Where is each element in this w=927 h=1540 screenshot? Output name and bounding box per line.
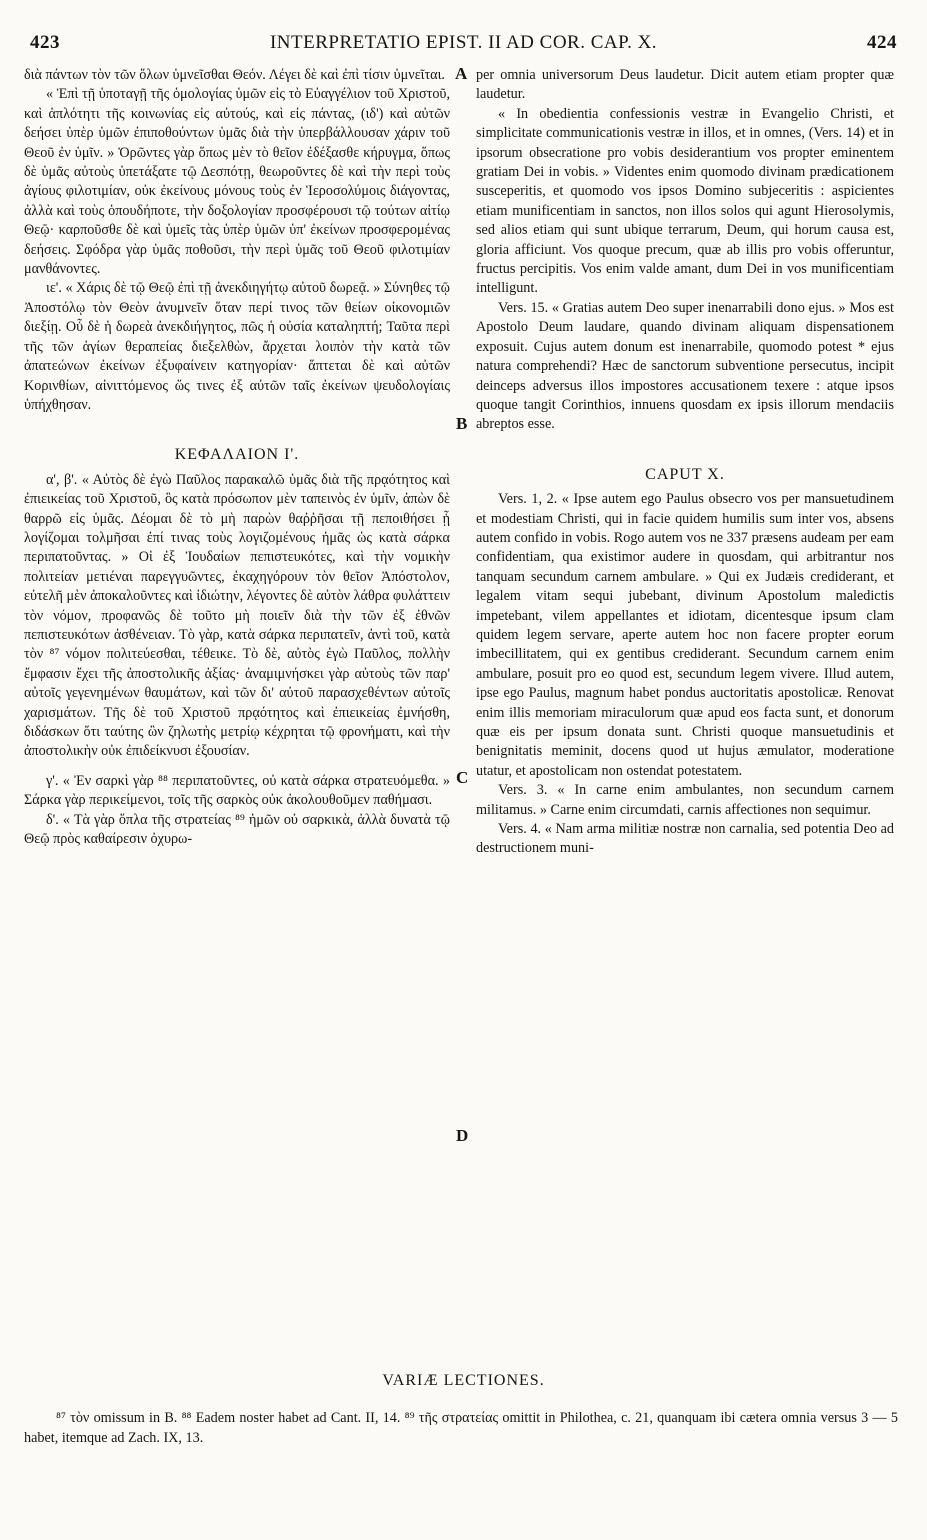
greek-paragraph: ιε'. « Χάρις δὲ τῷ Θεῷ ἐπὶ τῇ ἀνεκδιηγήτῳ αὐτοῦ δωρεᾷ. » Σύνηθες τῷ Ἀποστόλῳ τὸν Θεὸν ἀνυμνεῖν ὅταν περί τινος τῶν θείων οἰκονομιῶν διεξίῃ. Οὗ δὲ ἡ δωρεὰ ἀνεκδιήγητος, πῶς ἡ οὐσία καταληπτή; Ταῦτα περὶ τῆς τῶν ἁγίων θεραπείας διεξελθὼν, ἄρχεται λοιπὸν τὴν κατὰ τῶν ἀπατεώνων ἐκείνων ἐξυφαίνειν κατηγορίαν· ἅπτεται δὲ καὶ αὐτῶν Κορινθίων, αἰνιττόμενος ὥς τινες ἐξ αὐτῶν ταῖς ἐκείνων ψευδολογίαις ὑπήχθησαν. [24, 280, 450, 413]
latin-paragraph: « In obedientia confessionis vestræ in Evangelio Christi, et simplicitate communicationis vestræ in illos, et in omnes, (Vers. 14) et in ipsorum obsecratione pro vobis desiderantium vos propter eminentem gratiam Dei in vobis. » Videntes enim quomodo divinam prædicationem susceperitis, et quomodo vos ipsos Domino subjeceritis : aspicientes etiam munificentiam in sanctos, non illos solos qui agunt Hierosolymis, sed alios etiam qui sunt ubique terrarum, Deum, qui horum causa est, gloria afficiunt. Vos quoque precum, quæ ab illis pro vobis offeruntur, fructus percipitis. Vos enim valde amant, dum Dei in vos munificentiam intelligunt. [476, 105, 894, 297]
page-number-right: 424 [867, 32, 897, 53]
greek-paragraph: διὰ πάντων τὸν τῶν ὅλων ὑμνεῖσθαι Θεόν. Λέγει δὲ καὶ ἐπὶ τίσιν ὑμνεῖται. [24, 67, 445, 83]
latin-paragraph: per omnia universorum Deus laudetur. Dicit autem etiam propter quæ laudetur. [476, 67, 894, 103]
latin-paragraph: Vers. 1, 2. « Ipse autem ego Paulus obsecro vos per mansuetudinem et modestiam Christi, qui in facie quidem humilis sum inter vos, absens autem confido in vobis. Rogo autem vos ne 337 præsens audeam per eam confidentiam, qua existimor audere in quosdam, qui arbitrantur nos tanquam secundum carnem ambulare. » Qui ex Judæis crediderant, et legalem vitam sequi jubebant, divinum Apostolum maledictis impetebant, vilem appellantes et idiotam, dicentesque ipsum clam quidem legem servare, aperte autem hoc non facere propter eorum imbecillitatem, qui ex gentibus crediderant. Secundum carnem enim ambulare, posuit pro eo quod est, secundum legem vivere. Illud autem, ipse ego Paulus, magnum habet pondus auctoritatis apostolicæ. Renovat enim illis memoriam miraculorum quæ apud eos facta sunt, et donorum quæ eis per ipsum donata sunt. Christi quoque mansuetudinis et benignitatis meminit, docens quod ut hujus æmulator, moderatione utatur, et apostolicam non ostendat potestatem. [476, 491, 894, 779]
greek-column [24, 66, 450, 849]
margin-letter-d: D [456, 1126, 469, 1145]
latin-paragraph: Vers. 3. « In carne enim ambulantes, non secundum carnem militamus. » Carne enim circumdati, carnis affectiones non sequimur. [476, 782, 894, 818]
page-number-left: 423 [30, 32, 60, 53]
greek-paragraph: γ'. « Ἐν σαρκὶ γὰρ ⁸⁸ περιπατοῦντες, οὐ κατὰ σάρκα στρατευόμεθα. » Σάρκα γὰρ περικείμενοι, τοῖς τῆς σαρκὸς οὐκ ἀκολουθοῦμεν παθήμασι. [24, 772, 450, 809]
running-head [30, 30, 897, 60]
margin-letter-a: A [455, 64, 468, 83]
variae-lectiones-text: ⁸⁷ τὸν omissum in B. ⁸⁸ Eadem noster habet ad Cant. II, 14. ⁸⁹ τῆς στρατείας omittit in Philothea, c. 21, quanquam ibi cætera omnia versus 3 — 5 habet, itemque ad Zach. IX, 13. [24, 1410, 898, 1446]
margin-letter-b: B [456, 414, 468, 433]
greek-paragraph: « Ἐπὶ τῇ ὑποταγῇ τῆς ὁμολογίας ὑμῶν εἰς τὸ Εὐαγγέλιον τοῦ Χριστοῦ, καὶ ἁπλότητι τῆς κοινωνίας εἰς αὐτούς, καὶ εἰς πάντας, (ιδ') καὶ αὐτῶν δεήσει ὑπὲρ ὑμῶν ἐπιποθούντων ὑμᾶς διὰ τὴν ὑπερβάλλουσαν χάριν τοῦ Θεοῦ ἐν ὑμῖν. » Ὁρῶντες γὰρ ὅπως μὲν τὸ θεῖον ἐδέξασθε κήρυγμα, ὅπως δὲ ὑμᾶς αὐτοὺς ὑπετάξατε τῷ Δεσπότῃ, θεωροῦντες δὲ καὶ τὴν περὶ τοὺς ἁγίους φιλοτιμίαν, οὐκ ἐκείνους μόνους τοὺς ἐν Ἱεροσολύμοις διάγοντας, ἀλλὰ καὶ τοὺς ὁπουδήποτε, τὴν δοξολογίαν προσφέρουσι τῷ τούτων αἰτίῳ Θεῷ· καρποῦσθε δὲ καὶ ὑμεῖς τὰς ὑπὲρ ὑμῶν ὑπ' ἐκείνων προσφερομένας δεήσεις. Σφόδρα γὰρ ὑμᾶς ποθοῦσι, τὴν περὶ ὑμᾶς τοῦ Θεοῦ φιλοτιμίαν μανθάνοντες. [24, 86, 450, 278]
greek-paragraph: α', β'. « Αὐτὸς δὲ ἐγὼ Παῦλος παρακαλῶ ὑμᾶς διὰ τῆς πρᾳότητος καὶ ἐπιεικείας τοῦ Χριστοῦ, ὃς κατὰ πρόσωπον μὲν ταπεινὸς ἐν ὑμῖν, ἀπὼν δὲ θαρρῶ εἰς ὑμᾶς. Δέομαι δὲ τὸ μὴ παρὼν θαῤῥῆσαι τῇ πεποιθήσει ᾗ λογίζομαι τολμῆσαι ἐπί τινας τοὺς λογιζομένους ἡμᾶς ὡς κατὰ σάρκα περιπατοῦντας. » Οἱ ἐξ Ἰουδαίων πεπιστευκότες, καὶ τὴν νομικὴν πολιτείαν μετιέναι παρεγγυῶντες, ἐκαχηγόρουν τὸν θεῖον Ἀπόστολον, εὐτελῆ μὲν ἀποκαλοῦντες καὶ ἰδιώτην, λέγοντες δὲ αὐτὸν λάθρα φυλάττειν τὸν νόμον, προφανῶς δὲ τοῦτο μὴ ποιεῖν διὰ τὴν τῶν ἐξ ἐθνῶν πεπιστευκότων ἀσθένειαν. Τὸ γὰρ, κατὰ σάρκα περιπατεῖν, ἀντὶ τοῦ, κατὰ τὸν ⁸⁷ νόμον πολιτεύεσθαι, τέθεικε. Τὸ δὲ, αὐτὸς ἐγὼ Παῦλος, πολλὴν ἔμφασιν ἔχει τῆς ἀποστολικῆς ἀξίας· ἀναμιμνήσκει γὰρ αὐτοὺς τῶν παρ' αὐτοῖς γεγενημένων θαυμάτων, καὶ τῶν δι' αὐτοῦ παρασχεθέντων αὐτοῖς χαρισμάτων. Τῆς δὲ τοῦ Χριστοῦ πρᾳότητος καὶ ἐπιεικείας ἐμνήσθη, διδάσκων ὅτι ταύτης ὢν ζηλωτὴς μετρίῳ κέχρηται τῷ φρονήματι, καὶ τὴν ἀποστολικὴν οὐκ ἐπιδείκνυσι ἐξουσίαν. [24, 471, 450, 760]
greek-chapter-heading: ΚΕΦΑΛΑΙΟΝ Ι'. [174, 446, 300, 464]
greek-paragraph: δ'. « Τὰ γὰρ ὅπλα τῆς στρατείας ⁸⁹ ἡμῶν οὐ σαρκικὰ, ἀλλὰ δυνατὰ τῷ Θεῷ πρὸς καθαίρεσιν ὀχυρω- [24, 811, 450, 848]
margin-letter-c: C [456, 768, 469, 787]
variae-lectiones-heading: VARIÆ LECTIONES. [382, 1372, 545, 1389]
latin-chapter-heading: CAPUT X. [645, 465, 725, 483]
latin-column [476, 66, 894, 859]
page-title: INTERPRETATIO EPIST. II AD COR. CAP. X. [269, 32, 658, 53]
latin-paragraph: Vers. 15. « Gratias autem Deo super inenarrabili dono ejus. » Mos est Apostolo Deum laudare, quando divinam aliquam dispensationem exposuit. Cujus autem donum est inenarrabile, quomodo potest * ejus natura comprehendi? Hæc de sanctorum subventione persecutus, incipit deinceps adversus illos impostores accusationem texere : atque ipsos quoque tangit Corinthios, innuens quosdam ex ipsis illorum mendaciis abreptos esse. [476, 299, 894, 433]
latin-paragraph: Vers. 4. « Nam arma militiæ nostræ non carnalia, sed potentia Deo ad destructionem muni- [476, 821, 894, 857]
